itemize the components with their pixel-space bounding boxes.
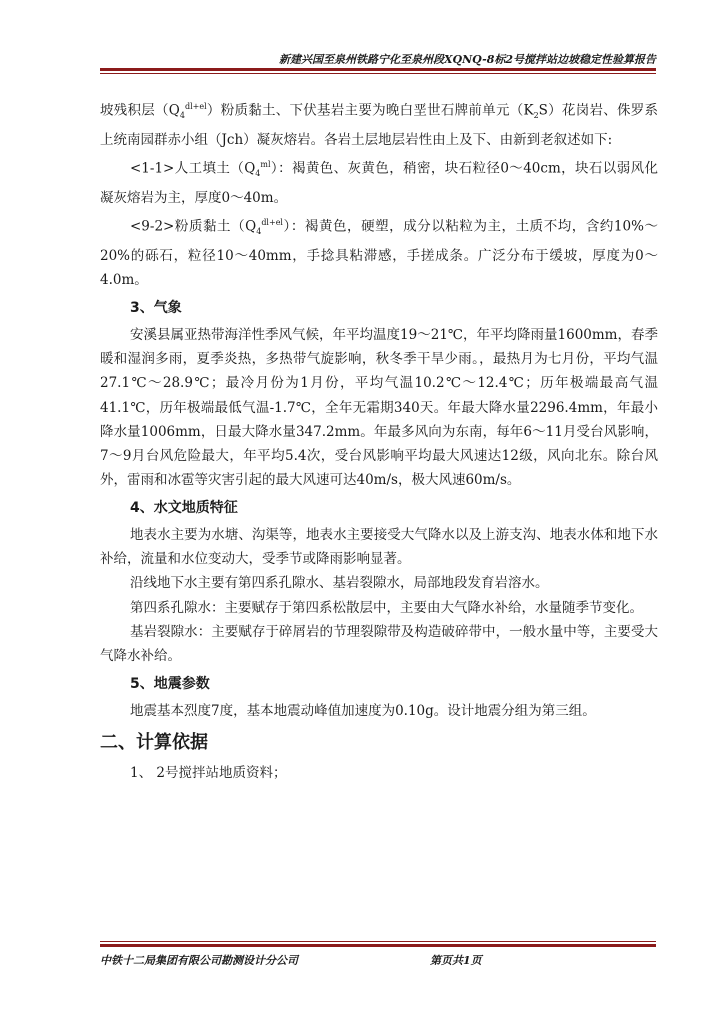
page-header: 新建兴国至泉州铁路宁化至泉州段XQNQ-8标2号搅拌站边坡稳定性验算报告 (278, 53, 656, 66)
paragraph-silty-clay: <9-2>粉质黏土$(Q_4^{dl+el})$：褐黄色，硬塑，成分以粘粒为主，土质不均，含约10%～20%的砾石，粒径10～40mm，手捻具粘滞感，手搓成条。广泛分布于缓坡，厚度为0～4.0m。 (100, 217, 658, 289)
paragraph-surface-water: 地表水主要为水塘、沟渠等，地表水主要接受大气降水以及上游支沟、地表水体和地下水补给，流量和水位变动大，受季节或降雨影响显著。 (100, 526, 658, 568)
chapter-heading-basis: 二、计算依据 (100, 731, 208, 753)
footer-page-number: 第页共1页 (430, 954, 482, 967)
header-rule-thin (100, 73, 656, 74)
paragraph-pore-water: 第四系孔隙水：主要赋存于第四系松散层中，主要由大气降水补给，水量随季节变化。 (130, 599, 643, 616)
footer-rule (100, 944, 656, 947)
paragraph-strata-intro: 坡残积层$(Q_4^{dl+el})$粉质黏土、下伏基岩主要为晚白垩世石牌前单元$(K_2S)$花岗岩、侏罗系上统南园群赤小组（Jch）凝灰熔岩。各岩土层地层岩性由上及下、由新到老叙述如下: (100, 102, 659, 149)
paragraph-fissure-water: 基岩裂隙水：主要赋存于碎屑岩的节理裂隙带及构造破碎带中，一般水量中等，主要受大气降水补给。 (100, 623, 658, 665)
paragraph-groundwater: 沿线地下水主要有第四系孔隙水、基岩裂隙水，局部地段发育岩溶水。 (130, 575, 549, 592)
header-rule (100, 68, 656, 71)
footer-rule-thin (100, 941, 656, 942)
paragraph-fill-soil: <1-1>人工填土$(Q_4^{ml})$：褐黄色、灰黄色，稍密，块石粒径0～40cm，块石以弱风化凝灰熔岩为主，厚度0～40m。 (100, 159, 658, 207)
section-heading-climate: 3、气象 (130, 299, 182, 316)
section-heading-hydrogeology: 4、水文地质特征 (130, 499, 238, 516)
paragraph-seismic: 地震基本烈度7度，基本地震动峰值加速度为0.10g。设计地震分组为第三组。 (130, 702, 596, 719)
list-item-geology-data: 1、 2号搅拌站地质资料； (130, 764, 287, 781)
footer-company: 中铁十二局集团有限公司勘测设计分公司 (100, 954, 298, 967)
paragraph-climate: 安溪县属亚热带海洋性季风气候，年平均温度19～21℃，年平均降雨量1600mm，春季暖和湿润多雨，夏季炎热，多热带气旋影响，秋冬季干旱少雨。，最热月为七月份，平均气温27.1℃～28.9℃；最冷月份为1月份，平均气温10.2℃～12.4℃；历年极端最高气温41.1℃，历年极端最低气温-1.7℃，全年无霜期340天。年最大降水量2296.4mm，年最小降水量1006mm，日最大降水量347.2mm。年最多风向为东南，每年6～11月受台风影响，7～9月台风危险最大，年平均5.4次，受台风影响平均最大风速达12级，风向北东。除台风外，雷雨和冰雹等灾害引起的最大风速可达40m/s，极大风速60m/s。 (100, 326, 658, 489)
document-body (100, 95, 658, 785)
section-heading-seismic: 5、地震参数 (130, 675, 210, 692)
